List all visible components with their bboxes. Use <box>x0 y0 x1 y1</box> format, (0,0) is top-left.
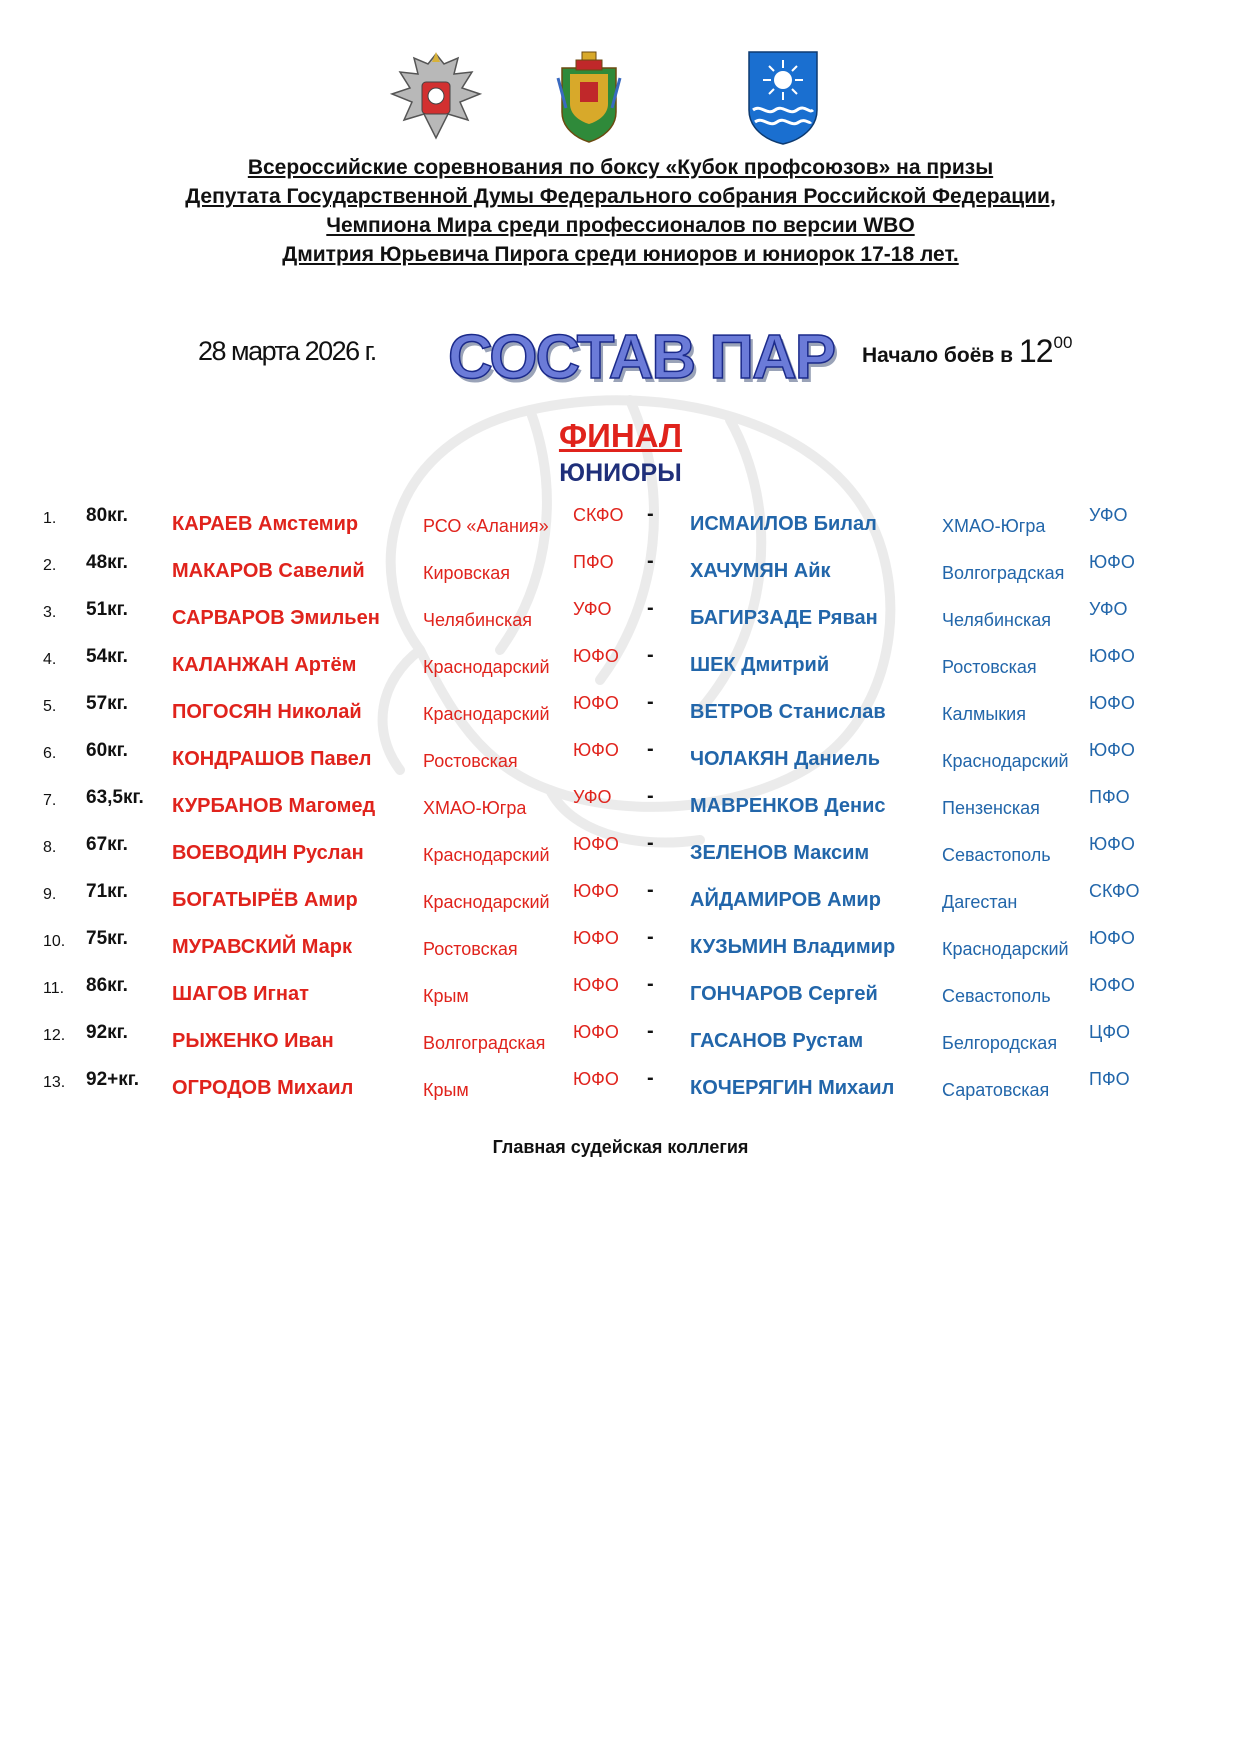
red-corner-name: МАКАРОВ Савелий <box>172 560 365 582</box>
judges-signature: Главная судейская коллегия <box>492 1137 749 1157</box>
red-corner-district: ЮФО <box>573 646 619 666</box>
bout-number: 5. <box>43 698 57 715</box>
bout-row <box>0 782 1241 829</box>
weight-class: 86кг. <box>86 975 128 996</box>
weight-class: 51кг. <box>86 599 128 620</box>
header-line: Депутата Государственной Думы Федерального собрания Российской Федерации, <box>185 185 1056 208</box>
red-corner-district: ЮФО <box>573 740 619 760</box>
red-corner-name: РЫЖЕНКО Иван <box>172 1030 334 1052</box>
bout-number: 11. <box>43 980 65 997</box>
red-corner-name: ШАГОВ Игнат <box>172 983 309 1005</box>
blue-corner-region: Дагестан <box>942 892 1018 912</box>
red-corner-district: СКФО <box>573 505 624 525</box>
versus-separator: - <box>647 926 654 948</box>
versus-separator: - <box>647 785 654 807</box>
blue-corner-region: Челябинская <box>942 610 1051 630</box>
blue-corner-district: ЮФО <box>1089 834 1135 854</box>
blue-corner-name: КОЧЕРЯГИН Михаил <box>690 1077 895 1099</box>
event-date: 28 марта 2026 г. <box>198 336 376 366</box>
blue-corner-district: УФО <box>1089 599 1128 619</box>
bout-number: 12. <box>43 1027 66 1044</box>
start-label: Начало боёв в <box>862 344 1014 367</box>
red-corner-region: РСО «Алания» <box>423 516 549 536</box>
bout-number: 13. <box>43 1074 66 1091</box>
bout-row <box>0 1017 1241 1064</box>
blue-corner-district: ЮФО <box>1089 646 1135 666</box>
red-corner-name: ПОГОСЯН Николай <box>172 701 362 723</box>
bout-row <box>0 970 1241 1017</box>
red-corner-name: КУРБАНОВ Магомед <box>172 795 376 817</box>
bout-row <box>0 923 1241 970</box>
blue-corner-region: Белгородская <box>942 1033 1058 1053</box>
weight-class: 48кг. <box>86 552 128 573</box>
red-corner-district: ЮФО <box>573 834 619 854</box>
red-corner-region: Ростовская <box>423 939 518 959</box>
blue-corner-district: ЮФО <box>1089 975 1135 995</box>
blue-corner-name: ГАСАНОВ Рустам <box>690 1030 864 1052</box>
versus-separator: - <box>647 550 654 572</box>
blue-corner-name: ГОНЧАРОВ Сергей <box>690 983 878 1005</box>
red-corner-district: ЮФО <box>573 1069 619 1089</box>
red-corner-district: ПФО <box>573 552 614 572</box>
blue-corner-region: Севастополь <box>942 986 1051 1006</box>
bout-row <box>0 500 1241 547</box>
bout-row <box>0 876 1241 923</box>
blue-corner-region: Пензенская <box>942 798 1040 818</box>
bout-number: 7. <box>43 792 57 809</box>
blue-corner-region: Саратовская <box>942 1080 1050 1100</box>
red-corner-name: МУРАВСКИЙ Марк <box>172 936 353 958</box>
group-heading: ЮНИОРЫ <box>559 459 682 487</box>
versus-separator: - <box>647 597 654 619</box>
versus-separator: - <box>647 644 654 666</box>
blue-corner-region: ХМАО-Югра <box>942 516 1046 536</box>
red-corner-name: БОГАТЫРЁВ Амир <box>172 889 358 911</box>
red-corner-region: Ростовская <box>423 751 518 771</box>
russia-boxing-emblem-icon <box>388 48 484 144</box>
blue-corner-name: МАВРЕНКОВ Денис <box>690 795 886 817</box>
red-corner-district: УФО <box>573 787 612 807</box>
header-line: Дмитрия Юрьевича Пирога среди юниоров и юниорок 17-18 лет. <box>282 243 959 266</box>
competition-header <box>0 153 1241 269</box>
blue-corner-district: ПФО <box>1089 787 1130 807</box>
blue-corner-region: Ростовская <box>942 657 1037 677</box>
versus-separator: - <box>647 691 654 713</box>
bout-row <box>0 829 1241 876</box>
bout-row <box>0 641 1241 688</box>
bout-number: 2. <box>43 557 57 574</box>
weight-class: 92+кг. <box>86 1069 140 1090</box>
blue-corner-name: ШЕК Дмитрий <box>690 654 830 676</box>
versus-separator: - <box>647 832 654 854</box>
weight-class: 92кг. <box>86 1022 128 1043</box>
versus-separator: - <box>647 973 654 995</box>
blue-corner-district: СКФО <box>1089 881 1140 901</box>
red-corner-name: ОГРОДОВ Михаил <box>172 1077 354 1099</box>
blue-corner-region: Калмыкия <box>942 704 1026 724</box>
bout-number: 9. <box>43 886 57 903</box>
bout-row <box>0 594 1241 641</box>
weight-class: 60кг. <box>86 740 128 761</box>
red-corner-region: ХМАО-Югра <box>423 798 527 818</box>
header-line: Всероссийские соревнования по боксу «Кубок профсоюзов» на призы <box>247 156 994 179</box>
header-line: Чемпиона Мира среди профессионалов по версии WBO <box>326 214 915 237</box>
versus-separator: - <box>647 1067 654 1089</box>
red-corner-region: Краснодарский <box>423 892 550 912</box>
red-corner-region: Крым <box>423 986 469 1006</box>
blue-corner-name: ВЕТРОВ Станислав <box>690 701 886 723</box>
weight-class: 71кг. <box>86 881 128 902</box>
red-corner-region: Краснодарский <box>423 845 550 865</box>
blue-corner-name: БАГИРЗАДЕ Ряван <box>690 607 878 629</box>
weight-class: 63,5кг. <box>86 787 144 808</box>
red-corner-name: КАЛАНЖАН Артём <box>172 654 357 676</box>
blue-corner-district: ЮФО <box>1089 928 1135 948</box>
blue-corner-district: ЮФО <box>1089 552 1135 572</box>
blue-corner-district: ЮФО <box>1089 693 1135 713</box>
red-corner-region: Кировская <box>423 563 510 583</box>
page-title: СОСТАВ ПАР <box>448 323 835 392</box>
red-corner-region: Краснодарский <box>423 704 550 724</box>
blue-corner-name: КУЗЬМИН Владимир <box>690 936 896 958</box>
red-corner-region: Волгоградская <box>423 1033 546 1053</box>
versus-separator: - <box>647 738 654 760</box>
weight-class: 67кг. <box>86 834 128 855</box>
blue-corner-region: Волгоградская <box>942 563 1065 583</box>
bout-number: 8. <box>43 839 57 856</box>
red-corner-district: ЮФО <box>573 975 619 995</box>
blue-corner-district: ПФО <box>1089 1069 1130 1089</box>
blue-corner-district: УФО <box>1089 505 1128 525</box>
blue-corner-region: Краснодарский <box>942 939 1069 959</box>
bout-number: 4. <box>43 651 57 668</box>
weight-class: 57кг. <box>86 693 128 714</box>
bout-number: 3. <box>43 604 57 621</box>
bout-number: 6. <box>43 745 57 762</box>
bout-row <box>0 547 1241 594</box>
red-corner-district: ЮФО <box>573 1022 619 1042</box>
blue-corner-name: АЙДАМИРОВ Амир <box>690 889 881 911</box>
red-corner-name: ВОЕВОДИН Руслан <box>172 842 364 864</box>
start-minutes: 00 <box>1053 333 1073 352</box>
blue-corner-region: Краснодарский <box>942 751 1069 771</box>
versus-separator: - <box>647 503 654 525</box>
city-coat-of-arms-icon <box>745 48 821 146</box>
blue-corner-region: Севастополь <box>942 845 1051 865</box>
krasnodar-krai-coat-of-arms-icon <box>556 48 622 144</box>
blue-corner-name: ХАЧУМЯН Айк <box>690 560 831 582</box>
red-corner-region: Челябинская <box>423 610 532 630</box>
weight-class: 80кг. <box>86 505 128 526</box>
red-corner-district: ЮФО <box>573 881 619 901</box>
red-corner-name: САРВАРОВ Эмильен <box>172 607 380 629</box>
emblems-row <box>0 48 1241 148</box>
blue-corner-district: ЦФО <box>1089 1022 1131 1042</box>
bout-row <box>0 688 1241 735</box>
start-hour: 12 <box>1018 333 1053 369</box>
red-corner-district: УФО <box>573 599 612 619</box>
red-corner-region: Краснодарский <box>423 657 550 677</box>
blue-corner-name: ЧОЛАКЯН Даниель <box>690 748 881 770</box>
red-corner-name: КОНДРАШОВ Павел <box>172 748 372 770</box>
red-corner-name: КАРАЕВ Амстемир <box>172 513 359 535</box>
blue-corner-name: ИСМАИЛОВ Билал <box>690 513 877 535</box>
versus-separator: - <box>647 879 654 901</box>
versus-separator: - <box>647 1020 654 1042</box>
red-corner-district: ЮФО <box>573 928 619 948</box>
stage-heading: ФИНАЛ <box>558 417 683 454</box>
blue-corner-name: ЗЕЛЕНОВ Максим <box>690 842 870 864</box>
blue-corner-district: ЮФО <box>1089 740 1135 760</box>
weight-class: 75кг. <box>86 928 128 949</box>
bout-number: 10. <box>43 933 66 950</box>
red-corner-region: Крым <box>423 1080 469 1100</box>
start-time <box>862 333 1072 370</box>
bout-row <box>0 735 1241 782</box>
weight-class: 54кг. <box>86 646 128 667</box>
bout-row <box>0 1064 1241 1111</box>
red-corner-district: ЮФО <box>573 693 619 713</box>
bout-number: 1. <box>43 510 57 527</box>
